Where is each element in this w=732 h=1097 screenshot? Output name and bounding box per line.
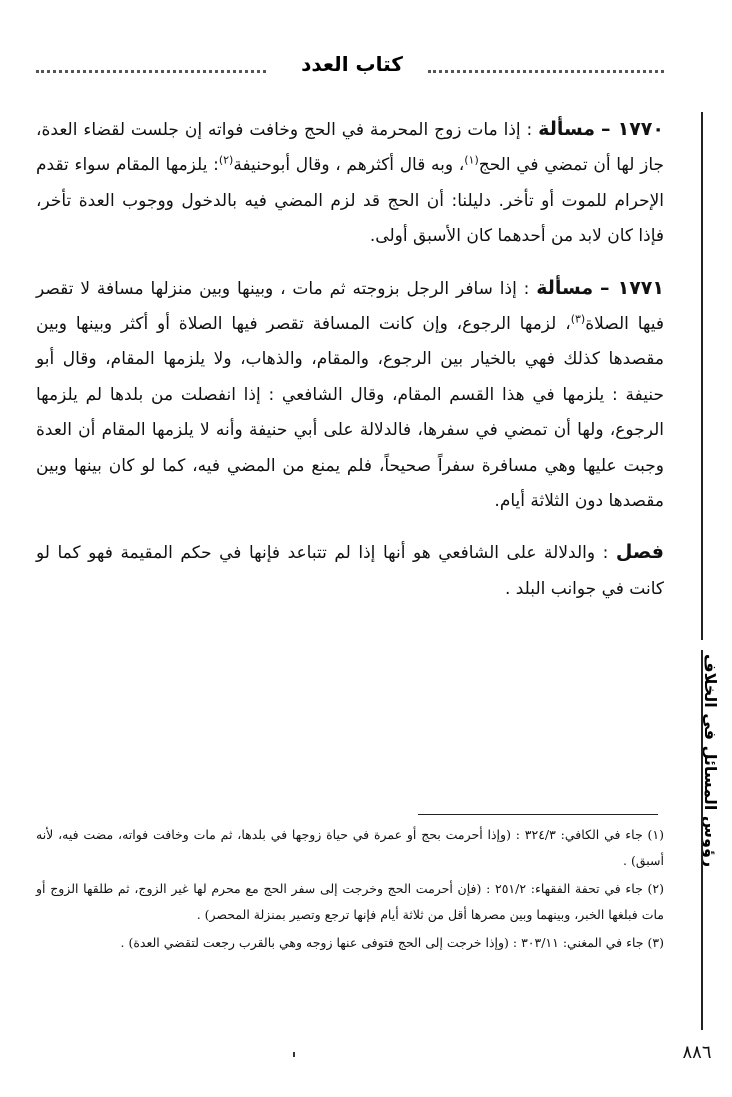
section-paragraph <box>36 535 664 607</box>
issue-text-continued: : يلزمها المقام سواء تقدم الإحرام للموت أو تأخر. دليلنا: أن الحج قد لزم المضي فيه بالدخول ووجوب العدة تأخر، فإذا كان لابد من أحدهما كان الأسبق أولى. <box>36 155 664 247</box>
issue-number: ١٧٧٠ – <box>600 118 664 140</box>
footnote: (٣) جاء في المغني: ٣٠٣/١١ : (وإذا خرجت إلى الحج فتوفى عنها زوجه وهي بالقرب رجعت لتقضي العدة) . <box>120 935 664 950</box>
margin-rule-bottom <box>701 650 703 1030</box>
issue-paragraph <box>36 112 664 255</box>
footnotes <box>36 822 664 958</box>
issue-paragraph <box>36 271 664 520</box>
header-rule-right <box>428 70 664 73</box>
issue-text: : إذا سافر الرجل بزوجته ثم مات ، وبينها وبين منزلها مسافة لا تقصر فيها الصلاة <box>36 278 665 335</box>
footnote: (١) جاء في الكافي: ٣٢٤/٣ : (وإذا أحرمت بحج أو عمرة في حياة زوجها في بلدها، ثم مات وخافت فواته، مضت فيه، لأنه أسبق) . <box>36 827 664 868</box>
header-rule-left <box>36 70 266 73</box>
page-number: ٨٨٦ <box>682 1042 712 1063</box>
section-text: : والدلالة على الشافعي هو أنها إذا لم تتباعد فإنها في حكم المقيمة فهو كما لو كانت في جوانب البلد . <box>36 543 664 599</box>
footnote: (٢) جاء في تحفة الفقهاء: ٢٥١/٢ : (فإن أحرمت الحج وخرجت إلى سفر الحج مع محرم لها غير الزوج، ثم طلقها الزوج أو مات فبلغها الخبر، وبينهما وبين مصرها أقل من ثلاثة أيام فإنها ترجع وتصير بمنزلة المحصر) . <box>36 881 664 922</box>
issue-label: مسألة <box>536 276 594 299</box>
issue-number: ١٧٧١ – <box>600 276 664 299</box>
section-label: فصل <box>615 541 664 564</box>
main-text <box>36 112 664 623</box>
margin-rule-top <box>701 112 703 640</box>
issue-text: : إذا مات زوج المحرمة في الحج وخافت فواته إن جلست لقضاء العدة، جاز لها أن تمضي في الحج <box>36 120 665 176</box>
footnote-separator <box>418 814 658 815</box>
footnote-ref[interactable]: (٢) <box>218 153 234 167</box>
issue-text-continued: ، لزمها الرجوع، وإن كانت المسافة تقصر فيها الصلاة أو أكثر وبينها وبين مقصدها كذلك فهي بالخيار بين الرجوع، والمقام، والذهاب، ولا يلزمها المقام، وقال أبو حنيفة : يلزمها في هذا القسم المقام، وقال الشافعي : إذا انفصلت من بلدها لم يلزمها الرجوع، ولها أن تمضي في سفرها، فالدلالة على أبي حنيفة وأنه لا يلزمها المقام أن العدة وجبت عليها وهي مسافرة سفراً صحيحاً، فلم يمنع من المضي فيه، كما لو كان بينها وبين مقصدها دون الثلاثة أيام. <box>36 314 664 512</box>
print-mark <box>293 1052 295 1057</box>
chapter-title: كتاب العدد <box>301 52 403 76</box>
issue-label: مسألة <box>538 118 596 140</box>
running-head: رؤوس المسائل في الخلاف <box>701 654 720 868</box>
issue-text-continued: ، وبه قال أكثرهم ، وقال أبوحنيفة <box>233 155 465 176</box>
footnote-ref[interactable]: (١) <box>464 153 479 167</box>
footnote-ref[interactable]: (٣) <box>570 312 586 326</box>
